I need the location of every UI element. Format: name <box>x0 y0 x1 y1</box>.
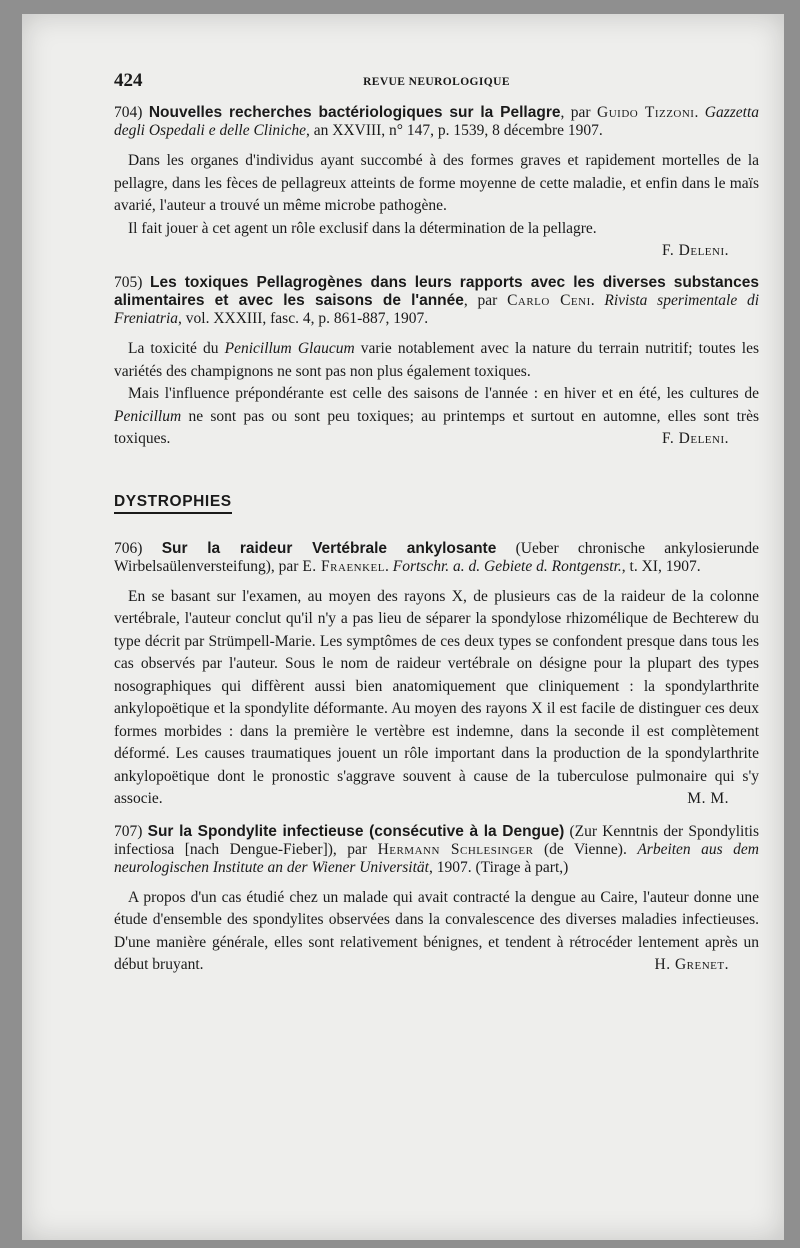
article-author: Guido Tizzoni <box>597 104 695 121</box>
text-run: Mais l'influence prépondérante est celle des saisons de l'année : en hiver et en été, les cultures de <box>128 385 759 402</box>
emphasis: Penicillum Glaucum <box>224 340 355 357</box>
page-content <box>114 62 759 977</box>
article-journal: Fortschr. a. d. Gebiete d. Rontgenstr. <box>392 557 622 575</box>
article-reference: , an XXVIII, n° 147, p. 1539, 8 décembre 1907. <box>305 122 603 139</box>
article-title: Sur la raideur Vertébrale ankylosante <box>161 539 497 557</box>
article-704 <box>114 104 759 262</box>
article-number: 704) <box>114 104 143 121</box>
article-parenthetical: (Ueber chronische ankylosierunde Wirbelsaülenversteifung), par <box>114 539 759 575</box>
article-707 <box>114 823 759 977</box>
article-heading <box>114 823 759 877</box>
article-journal: Rivista sperimentale di Freniatria <box>114 292 760 327</box>
paragraph <box>114 887 759 977</box>
running-title: REVUE NEUROLOGIQUE <box>363 76 510 88</box>
article-reference: , vol. XXXIII, fasc. 4, p. 861-887, 1907. <box>178 310 429 327</box>
text-run: En se basant sur l'examen, au moyen des rayons X, de plusieurs cas de la raideur de la colonne vertébrale, l'auteur conclut qu'il n'y a pas lieu de séparer la spondylose rhizomélique de Bechterew du type décrit par Strümpell-Marie. Les symptômes de ces deux types se confondent presque dans tous les cas observés par l'auteur. Sous le nom de raideur vertébrale on désigne pour la plupart des types nosographiques qui diffèrent aussi bien anatomiquement que cliniquement : la spondylarthrite ankylopoëtique et la spondylite déformante. Au moyen des rayons X il est facile de distinguer ces deux formes morbides : dans la première le vertèbre est indemne, dans la seconde il est complètement déformé. Les causes traumatiques jouent un rôle important dans la production de la spondylarthrite ankylopoëtique dont le pronostic s'aggrave souvent à cause de la tuberculose pulmonaire qui s'y associe. <box>114 587 759 807</box>
section-heading: DYSTROPHIES <box>114 493 232 514</box>
paragraph <box>114 383 759 451</box>
par-text: , par <box>463 292 508 309</box>
text-run: La toxicité du <box>128 340 225 357</box>
article-author: E. Fraenkel <box>302 557 385 575</box>
separator: . <box>385 557 393 575</box>
separator: . <box>694 104 705 121</box>
running-head <box>114 62 759 96</box>
separator: (de Vienne). <box>533 840 638 858</box>
article-title: Les toxiques Pellagrogènes dans leurs rapports avec les diverses substances alimentaires et avec les saisons de l'année <box>114 274 760 309</box>
paragraph: Il fait jouer à cet agent un rôle exclusif dans la détermination de la pellagre. <box>128 219 597 237</box>
article-number: 706) <box>114 539 143 557</box>
article-number: 707) <box>114 822 143 840</box>
text-run: varie notablement avec la nature du terrain nutritif; toutes les variétés des champignons ne sont pas non plus également toxiques. <box>114 340 759 380</box>
article-number: 705) <box>114 274 143 291</box>
text-run: ne sont pas ou sont peu toxiques; au printemps et surtout en automne, elles sont très toxiques. <box>114 407 759 447</box>
article-705 <box>114 274 759 451</box>
text-run: A propos d'un cas étudié chez un malade qui avait contracté la dengue au Caire, l'auteur donne une étude d'ensemble des spondylites observées dans la convalescence des diverses maladies infectieuses. D'une manière générale, elles sont relativement bénignes, et tendent à rétrocéder lentement après un début bruyant. <box>114 888 759 973</box>
article-heading <box>114 540 759 576</box>
paragraph: Dans les organes d'individus ayant succombé à des formes graves et rapidement mortelles de la pellagre, dans les fèces de pellagreux atteints de forme moyenne de cette maladie, et enfin dans le maïs avarié, l'auteur a trouvé un même microbe pathogène. <box>114 152 759 214</box>
page <box>22 14 784 1240</box>
article-heading <box>114 104 759 140</box>
article-author: Hermann Schlesinger <box>377 840 534 858</box>
signature: F. Deleni. <box>662 430 729 447</box>
article-title: Nouvelles recherches bactériologiques sur la Pellagre <box>148 104 561 121</box>
separator: . <box>590 292 605 309</box>
article-author: Carlo Ceni <box>507 292 591 309</box>
signature: F. Deleni. <box>662 242 729 259</box>
page-number: 424 <box>114 70 143 91</box>
article-title: Sur la Spondylite infectieuse (consécutive à la Dengue) <box>147 822 565 840</box>
signature: H. Grenet. <box>654 956 729 973</box>
paragraph <box>114 586 759 811</box>
emphasis: Penicillum <box>114 407 182 425</box>
article-reference: , t. XI, 1907. <box>621 557 701 575</box>
par-text: , par <box>560 104 598 121</box>
signature: M. M. <box>687 790 729 807</box>
article-reference: , 1907. (Tirage à part,) <box>428 858 569 876</box>
article-journal: Arbeiten aus dem neurologischen Institute an der Wiener Universität <box>114 840 760 876</box>
article-parenthetical: (Zur Kenntnis der Spondylitis infectiosa [nach Dengue-Fieber]), par <box>114 822 759 858</box>
paragraph <box>114 338 759 383</box>
article-706 <box>114 540 759 811</box>
article-journal: Gazzetta degli Ospedali e delle Cliniche <box>114 104 760 139</box>
article-heading <box>114 274 759 328</box>
